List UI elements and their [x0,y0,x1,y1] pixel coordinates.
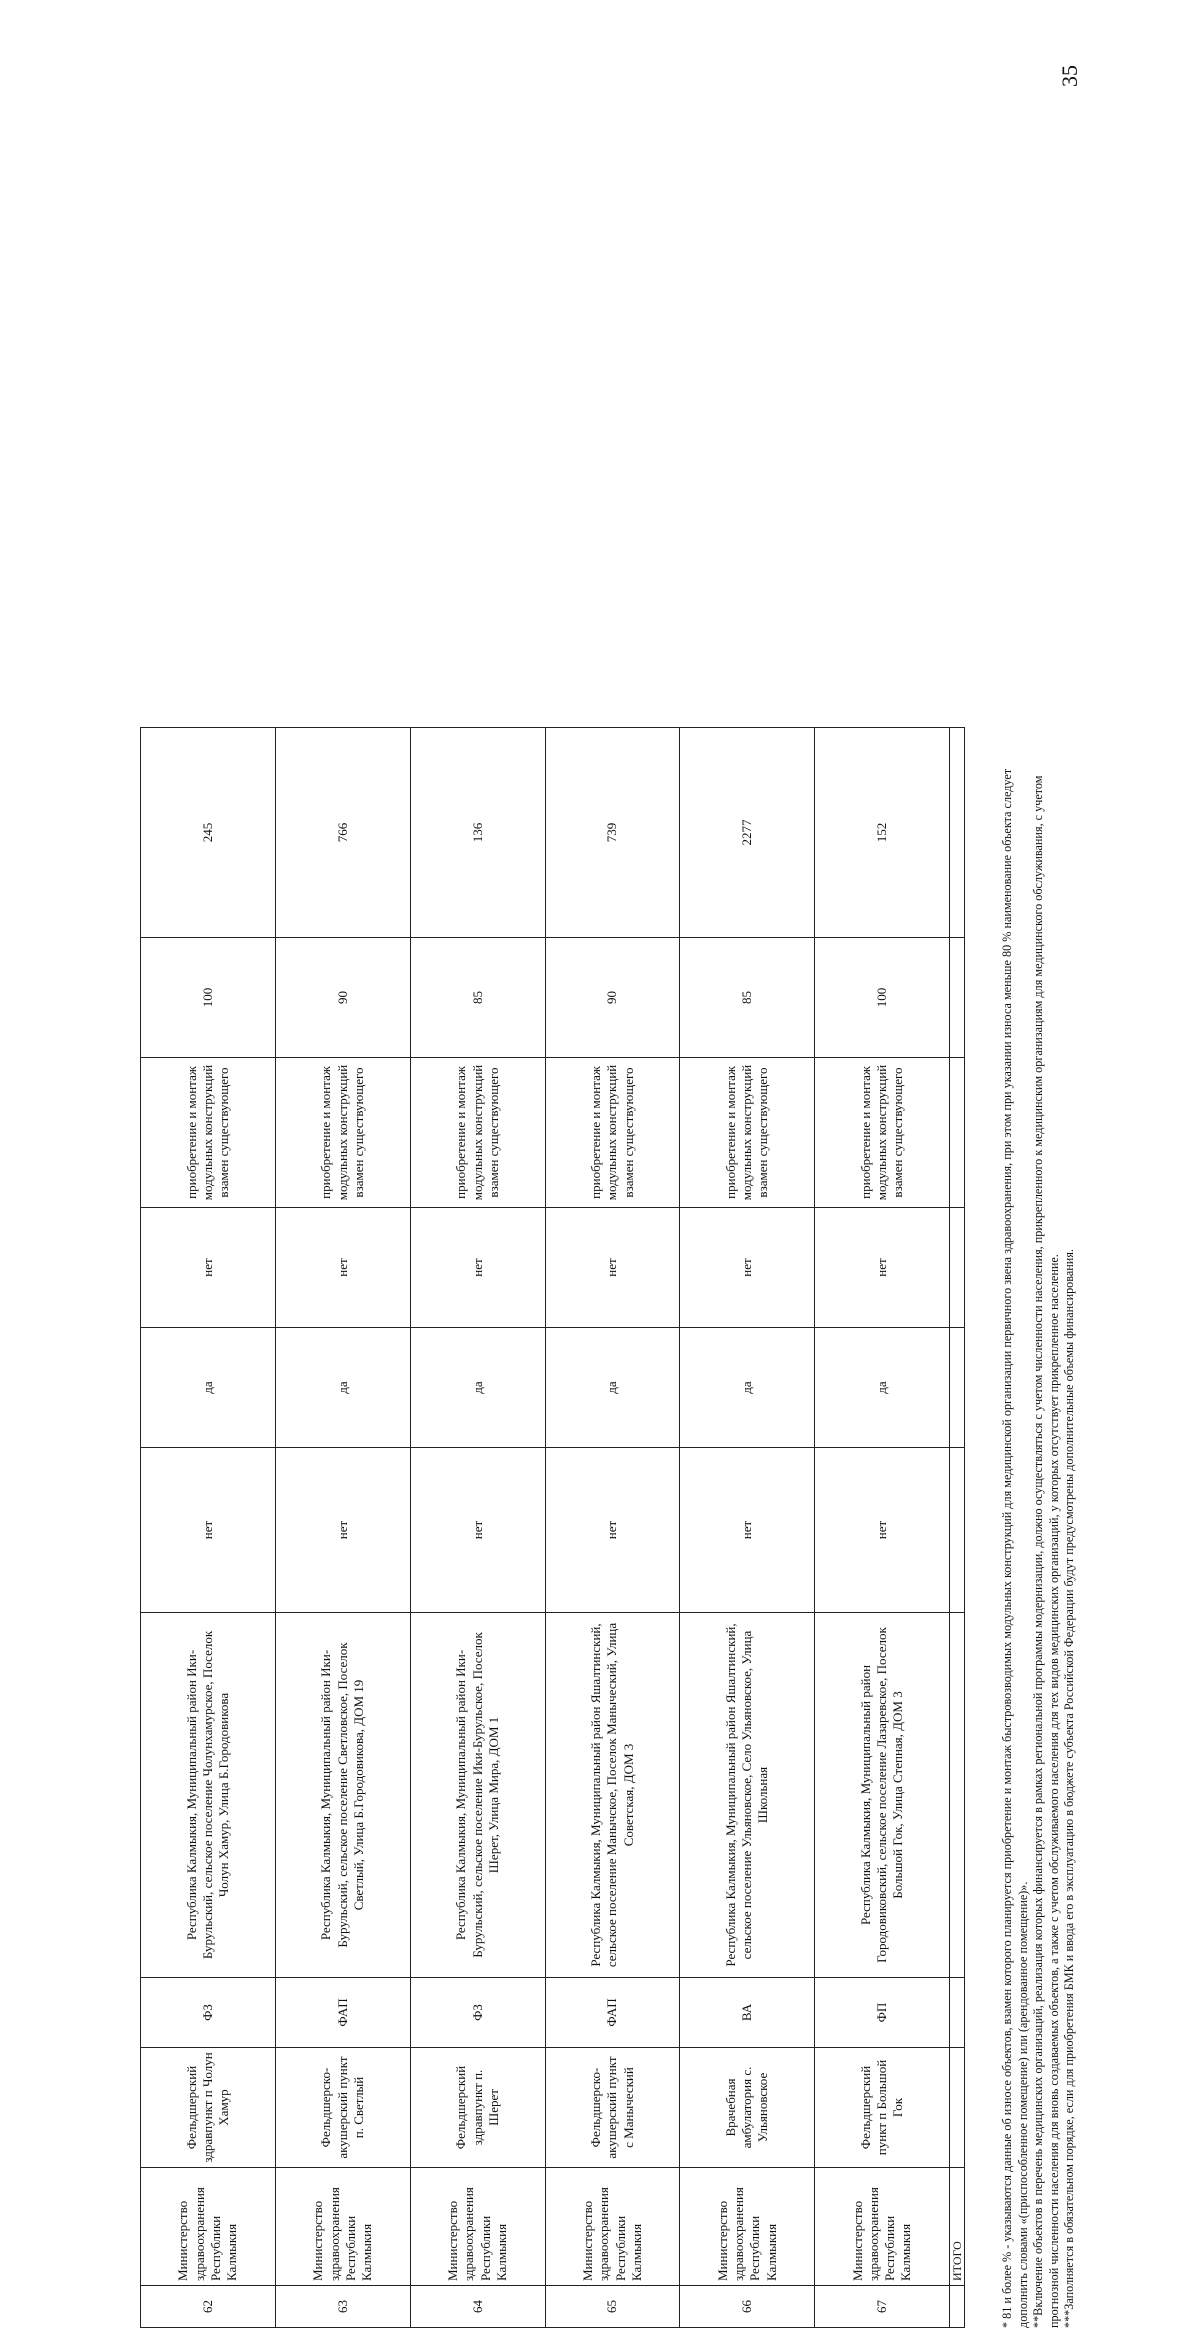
row-number: 62 [141,2286,276,2328]
address-cell: Республика Калмыкия, Муниципальный район Ики-Бурульский, сельское поселение Ики-Бурульское, Поселок Шерет, Улица Мира, ДОМ 1 [410,1613,545,1978]
population-cell: 2277 [680,728,815,938]
facility-type-cell: ФАП [545,1978,680,2048]
flag-cell: нет [410,1208,545,1328]
population-cell: 245 [141,728,276,938]
address-cell: Республика Калмыкия, Муниципальный район Ики-Бурульский, сельское поселение Светловское, Поселок Светлый, Улица Б.Городовикова, ДОМ 19 [275,1613,410,1978]
facility-type-cell: ФЗ [141,1978,276,2048]
flag-cell: да [680,1328,815,1448]
address-cell: Республика Калмыкия, Муниципальный район Яшалтинский, сельское поселение Манычское, Поселок Маныческий, Улица Советская, ДОМ 3 [545,1613,680,1978]
facility-type-cell: ВА [680,1978,815,2048]
flag-cell: да [275,1328,410,1448]
total-label: ИТОГО [950,2168,965,2286]
flag-cell: нет [545,1448,680,1613]
total-empty-cell [950,1328,965,1448]
action-cell: приобретение и монтаж модульных конструкций взамен существующего [141,1058,276,1208]
facility-name-cell: Фельдшерско-акушерский пункт п. Светлый [275,2048,410,2168]
table-row [815,728,950,2328]
total-empty-cell [950,728,965,938]
total-empty-cell [950,1613,965,1978]
total-empty-cell [950,1208,965,1328]
organization-cell: Министерство здравоохранения Республики Калмыкия [545,2168,680,2286]
row-number: 66 [680,2286,815,2328]
address-cell: Республика Калмыкия, Муниципальный район Ики-Бурульский, сельское поселение Чолунхамурское, Поселок Чолун Хамур, Улица Б.Городовикова [141,1613,276,1978]
flag-cell: нет [680,1448,815,1613]
facility-name-cell: Врачебная амбулатория с. Ульяновское [680,2048,815,2168]
flag-cell: нет [815,1208,950,1328]
row-number: 65 [545,2286,680,2328]
facility-type-cell: ФАП [275,1978,410,2048]
facility-name-cell: Фельдшерский здравпункт п. Шерет [410,2048,545,2168]
total-row [950,728,965,2328]
flag-cell: нет [275,1208,410,1328]
rotated-page-content [140,728,1180,2328]
facility-name-cell: Фельдшерский здравпункт п Чолун Хамур [141,2048,276,2168]
population-cell: 766 [275,728,410,938]
population-cell: 152 [815,728,950,938]
wear-percent-cell: 85 [680,938,815,1058]
address-cell: Республика Калмыкия, Муниципальный район Яшалтинский, сельское поселение Ульяновское, Село Ульяновское, Улица Школьная [680,1613,815,1978]
table-row [680,728,815,2328]
population-cell: 136 [410,728,545,938]
flag-cell: да [545,1328,680,1448]
flag-cell: да [141,1328,276,1448]
organization-cell: Министерство здравоохранения Республики Калмыкия [141,2168,276,2286]
flag-cell: нет [680,1208,815,1328]
facility-name-cell: Фельдшерско-акушерский пункт с Маныческий [545,2048,680,2168]
total-empty-cell [950,1448,965,1613]
total-empty-cell [950,1978,965,2048]
flag-cell: нет [545,1208,680,1328]
organization-cell: Министерство здравоохранения Республики Калмыкия [815,2168,950,2286]
total-empty-cell [950,2048,965,2168]
flag-cell: нет [275,1448,410,1613]
facility-name-cell: Фельдшерский пункт п Большой Гок [815,2048,950,2168]
wear-percent-cell: 90 [275,938,410,1058]
total-empty-cell [950,2286,965,2328]
action-cell: приобретение и монтаж модульных конструкций взамен существующего [815,1058,950,1208]
row-number: 64 [410,2286,545,2328]
organization-cell: Министерство здравоохранения Республики Калмыкия [410,2168,545,2286]
flag-cell: нет [815,1448,950,1613]
population-cell: 739 [545,728,680,938]
action-cell: приобретение и монтаж модульных конструкций взамен существующего [545,1058,680,1208]
total-empty-cell [950,1058,965,1208]
flag-cell: нет [141,1208,276,1328]
flag-cell: нет [141,1448,276,1613]
table-row [545,728,680,2328]
total-empty-cell [950,938,965,1058]
page-number: 35 [1057,65,1082,87]
wear-percent-cell: 100 [141,938,276,1058]
table-row [275,728,410,2328]
facility-type-cell: ФЗ [410,1978,545,2048]
footnote: * 81 и более % - указываются данные об износе объектов, взамен которого планируется приобретение и монтаж быстровозводимых модульных конструкций для медицинской организации первичного звена здравоохранения, при этом при указании износа меньше 80 % наименование объекта следует дополнить словами «(приспособленное помещение) или (арендованное помещение)». [1000,768,1030,2328]
flag-cell: да [410,1328,545,1448]
action-cell: приобретение и монтаж модульных конструкций взамен существующего [275,1058,410,1208]
flag-cell: да [815,1328,950,1448]
flag-cell: нет [410,1448,545,1613]
facilities-table [140,727,965,2328]
organization-cell: Министерство здравоохранения Республики Калмыкия [275,2168,410,2286]
row-number: 63 [275,2286,410,2328]
footnote: **Включение объектов в перечень медицинских организаций, реализация которых финансируется в рамках региональной программы модернизации, должно осуществляться с учетом численности населения, прикрепленного к медицинским организациям для медицинского обслуживания, с учетом прогнозной численности населения для вновь создаваемых объектов, а также с учетом обслуживаемого населения для тех видов медицинских организаций, у которых отсутствует прикрепленное население. [1031,775,1061,2328]
action-cell: приобретение и монтаж модульных конструкций взамен существующего [410,1058,545,1208]
table-row [141,728,276,2328]
facility-type-cell: ФП [815,1978,950,2048]
row-number: 67 [815,2286,950,2328]
organization-cell: Министерство здравоохранения Республики Калмыкия [680,2168,815,2286]
table-row [410,728,545,2328]
footnotes [1000,728,1078,2328]
action-cell: приобретение и монтаж модульных конструкций взамен существующего [680,1058,815,1208]
footnote: ***Заполняется в обязательном порядке, если для приобретения БМК и ввода его в эксплуатацию в бюджете субъекта Российской Федерации будут предусмотрены дополнительные объемы финансирования. [1062,1249,1076,2328]
wear-percent-cell: 100 [815,938,950,1058]
wear-percent-cell: 90 [545,938,680,1058]
wear-percent-cell: 85 [410,938,545,1058]
address-cell: Республика Калмыкия, Муниципальный район Городовиковский, сельское поселение Лазаревское, Поселок Большой Гок, Улица Степная, ДОМ 3 [815,1613,950,1978]
